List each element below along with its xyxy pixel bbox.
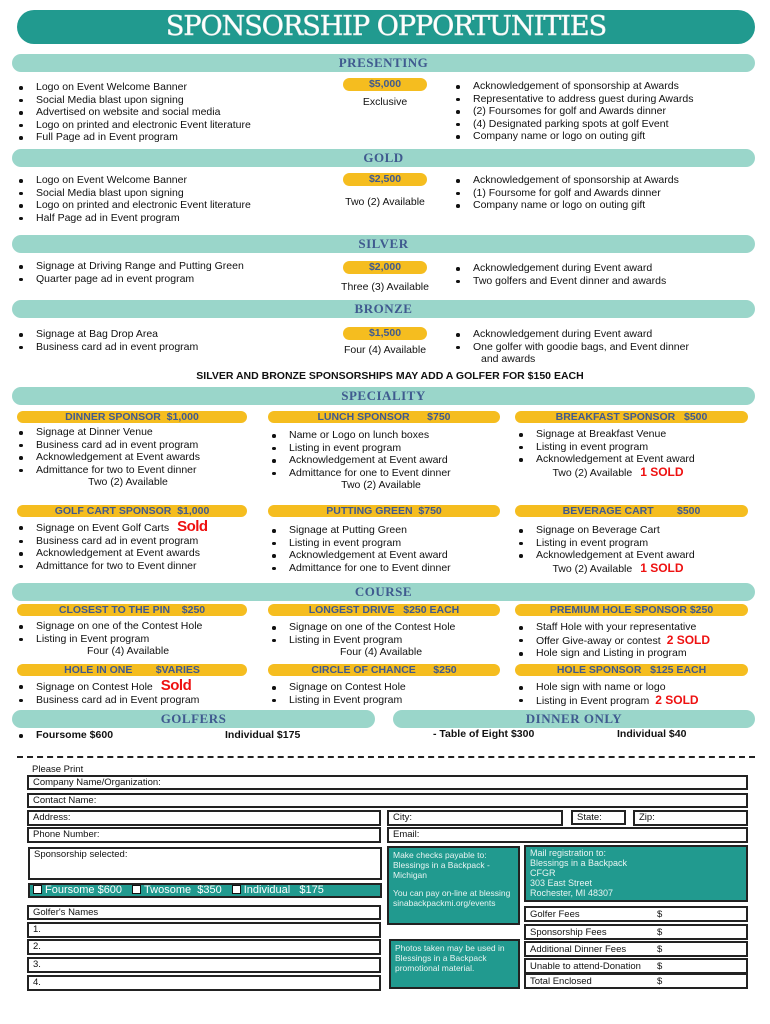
gold-benefits-right-item xyxy=(455,199,755,212)
circle-of-chance-benefits xyxy=(271,681,511,706)
benefit-text: Advertised on website and social media xyxy=(36,106,221,118)
benefit-text: Signage on one of the Contest Hole xyxy=(36,620,203,632)
package-option[interactable] xyxy=(30,884,122,896)
breakfast-sponsor-benefits-item xyxy=(518,441,758,454)
gold-benefits-left-item xyxy=(18,199,318,212)
mail-address-line: 303 East Street xyxy=(530,878,593,888)
golfer-package-options xyxy=(28,883,382,898)
hole-sponsor-benefits-item xyxy=(518,681,758,694)
cut-line xyxy=(17,756,755,758)
benefit-text: Representative to address guest during Awards xyxy=(473,92,694,105)
benefit-text: Logo on printed and electronic Event literature xyxy=(36,118,251,131)
fee-field[interactable] xyxy=(524,958,748,974)
hole-in-one-title: HOLE IN ONE $VARIES xyxy=(17,664,247,676)
benefit-text: Signage on Contest Hole xyxy=(36,681,153,693)
mail-registration-box xyxy=(524,845,748,902)
putting-green-benefits-item xyxy=(271,549,511,562)
bronze-benefits-right xyxy=(455,328,755,365)
bronze-section-header: BRONZE xyxy=(12,300,755,318)
closest-to-the-pin-benefits-item xyxy=(18,633,258,646)
golf-cart-sponsor-title: GOLF CART SPONSOR $1,000 xyxy=(17,505,247,517)
currency-symbol: $ xyxy=(657,976,663,987)
longest-drive-availability-line xyxy=(271,646,511,659)
silver-benefits-right xyxy=(455,262,755,287)
benefit-text: Admittance for two to Event dinner xyxy=(36,463,197,476)
golf-cart-sponsor-benefits-item xyxy=(18,518,258,535)
benefit-text: Business card ad in event program xyxy=(36,438,199,451)
speciality-section-header: SPECIALITY xyxy=(12,387,755,405)
beverage-cart-availability-line xyxy=(518,562,758,576)
presenting-benefits-right-item xyxy=(455,118,755,131)
lunch-sponsor-benefits-item xyxy=(271,442,511,455)
presenting-price-badge: $5,000 xyxy=(343,78,427,91)
closest-to-the-pin-availability-line xyxy=(18,645,258,658)
silver-benefits-left-item xyxy=(18,273,318,286)
benefit-text: Signage at Dinner Venue xyxy=(36,426,153,438)
gold-benefits-left-item xyxy=(18,187,318,200)
sold-badge: 1 SOLD xyxy=(640,560,684,575)
fee-field[interactable] xyxy=(524,906,748,922)
benefit-text: Listing in event program xyxy=(536,536,649,549)
benefit-text: Name or Logo on lunch boxes xyxy=(289,429,430,441)
fee-field[interactable] xyxy=(524,941,748,957)
currency-symbol: $ xyxy=(657,961,663,972)
breakfast-sponsor-availability-line xyxy=(518,466,758,480)
option-label: Individual $175 xyxy=(243,884,324,896)
lunch-sponsor-title: LUNCH SPONSOR $750 xyxy=(268,411,500,423)
golfer-addon-note: SILVER AND BRONZE SPONSORSHIPS MAY ADD A GOLFER FOR $150 EACH xyxy=(196,370,584,382)
page-title: SPONSORSHIP OPPORTUNITIES xyxy=(17,10,755,44)
silver-benefits-left-item xyxy=(18,260,318,273)
benefit-text: Quarter page ad in event program xyxy=(36,272,195,285)
longest-drive-benefits-item xyxy=(271,621,511,634)
presenting-benefits-left-item xyxy=(18,94,318,107)
checkbox[interactable] xyxy=(132,885,141,894)
presenting-benefits-right xyxy=(455,80,755,143)
benefit-text: Staff Hole with your representative xyxy=(536,621,697,633)
circle-of-chance-title: CIRCLE OF CHANCE $250 xyxy=(268,664,500,676)
golfer-name-field-2[interactable]: 2. xyxy=(27,939,381,955)
benefit-text: Signage on Event Golf Carts xyxy=(36,522,170,534)
fee-field[interactable] xyxy=(524,973,748,989)
presenting-benefits-right-item xyxy=(455,80,755,93)
benefit-text: Listing in Event program xyxy=(289,633,403,646)
benefit-text: Admittance for one to Event dinner xyxy=(289,466,451,479)
benefit-text: Acknowledgement at Event awards xyxy=(36,547,201,559)
gold-benefits-right-item xyxy=(455,174,755,187)
sold-badge: 1 SOLD xyxy=(640,464,684,479)
fee-label: Unable to attend-Donation xyxy=(530,961,641,972)
longest-drive-title: LONGEST DRIVE $250 EACH xyxy=(268,604,500,616)
benefit-text: Acknowledgement during Event award xyxy=(473,328,653,340)
bronze-benefits-left-item xyxy=(18,328,318,341)
gold-benefits-right xyxy=(455,174,755,212)
presenting-benefits-left-item xyxy=(18,131,318,144)
option-label: Foursome $600 xyxy=(45,884,123,896)
benefit-text: Logo on printed and electronic Event literature xyxy=(36,199,251,211)
mail-address-line: CFGR xyxy=(530,868,556,878)
golf-cart-sponsor-benefits-item xyxy=(18,547,258,560)
breakfast-sponsor-title: BREAKFAST SPONSOR $500 xyxy=(515,411,748,423)
golfer-name-field-3[interactable]: 3. xyxy=(27,957,381,973)
benefit-text: Listing in event program xyxy=(289,441,402,454)
hole-sponsor-benefits-item xyxy=(518,694,758,708)
presenting-benefits-right-item xyxy=(455,93,755,106)
benefit-text: Acknowledgement of sponsorship at Awards xyxy=(473,80,679,92)
bronze-price-badge: $1,500 xyxy=(343,327,427,340)
putting-green-title: PUTTING GREEN $750 xyxy=(268,505,500,517)
presenting-section-header: PRESENTING xyxy=(12,54,755,72)
benefit-text: Acknowledgement of sponsorship at Awards xyxy=(473,174,679,186)
benefit-text: (2) Foursomes for golf and Awards dinner xyxy=(473,105,666,117)
availability: Two (2) Available xyxy=(552,562,633,575)
benefit-text: Company name or logo on outing gift xyxy=(473,130,646,142)
beverage-cart-benefits xyxy=(518,524,758,575)
silver-benefits-right-item xyxy=(455,262,755,275)
dinner-sponsor-benefits xyxy=(18,426,258,489)
benefit-text: Listing in event program xyxy=(536,440,649,453)
presenting-benefits-right-item xyxy=(455,130,755,143)
golfers-section-header: GOLFERS xyxy=(12,710,375,728)
benefit-text: Social Media blast upon signing xyxy=(36,93,184,106)
benefit-text: Half Page ad in Event program xyxy=(36,211,180,224)
lunch-sponsor-benefits xyxy=(271,429,511,492)
dinner-individual-price: Individual $40 xyxy=(617,728,687,740)
gold-price-badge: $2,500 xyxy=(343,173,427,186)
zip-field[interactable]: Zip: xyxy=(633,810,748,826)
lunch-sponsor-availability-line xyxy=(271,479,511,492)
checks-payable-text: Make checks payable to: Blessings in a Backpack - Michigan xyxy=(393,850,490,880)
longest-drive-benefits xyxy=(271,621,511,659)
online-payment-text: You can pay on-line at blessingsinabackpackmi.org/events xyxy=(393,888,511,908)
benefit-text: Acknowledgement at Event awards xyxy=(36,451,201,463)
premium-hole-sponsor-benefits xyxy=(518,621,758,660)
benefit-text: Signage on Beverage Cart xyxy=(536,524,660,536)
presenting-benefits-left xyxy=(18,81,318,144)
sold-stamp: Sold xyxy=(177,518,208,535)
silver-availability: Three (3) Available xyxy=(341,281,429,293)
fee-label: Total Enclosed xyxy=(530,976,592,987)
company-name-field[interactable]: Company Name/Organization: xyxy=(27,775,748,790)
breakfast-sponsor-benefits xyxy=(518,428,758,479)
bronze-benefits-left xyxy=(18,328,318,353)
gold-section-header: GOLD xyxy=(12,149,755,167)
golfer-name-field-4[interactable]: 4. xyxy=(27,975,381,991)
payment-info-box xyxy=(387,846,520,925)
availability: Two (2) Available xyxy=(552,466,633,479)
benefit-text: Listing in Event program xyxy=(36,632,150,645)
closest-to-the-pin-benefits xyxy=(18,620,258,658)
benefit-text: Acknowledgement at Event award xyxy=(289,454,448,466)
premium-hole-sponsor-benefits-item xyxy=(518,621,758,634)
please-print-label: Please Print xyxy=(32,764,84,775)
benefit-text: Acknowledgement at Event award xyxy=(536,549,695,561)
golfer-name-field-1[interactable]: 1. xyxy=(27,922,381,938)
photo-release-box: Photos taken may be used in Blessings in a Backpack promotional material. xyxy=(389,939,520,989)
mail-address-line: Rochester, MI 48307 xyxy=(530,888,614,898)
golf-cart-sponsor-benefits xyxy=(18,518,258,572)
checkbox[interactable] xyxy=(33,885,42,894)
hole-in-one-benefits-item xyxy=(18,694,258,707)
benefit-text: Signage at Driving Range and Putting Green xyxy=(36,260,244,272)
golfers-foursome-item xyxy=(18,729,218,742)
golfers-foursome-price: Foursome $600 xyxy=(36,729,114,741)
dinner-sponsor-benefits-item xyxy=(18,439,258,452)
benefit-text: Listing in event program xyxy=(289,536,402,549)
contact-name-field[interactable]: Contact Name: xyxy=(27,793,748,808)
availability: Four (4) Available xyxy=(86,645,170,657)
benefit-text: Hole sign with name or logo xyxy=(536,681,666,693)
lunch-sponsor-benefits-item xyxy=(271,454,511,467)
dinner-only-section-header: DINNER ONLY xyxy=(393,710,755,728)
circle-of-chance-benefits-item xyxy=(271,694,511,707)
benefit-text: (1) Foursome for golf and Awards dinner xyxy=(473,186,661,199)
silver-section-header: SILVER xyxy=(12,235,755,253)
golfers-foursome xyxy=(18,729,218,742)
availability: Four (4) Available xyxy=(339,646,423,658)
putting-green-benefits-item xyxy=(271,537,511,550)
benefit-text: Offer Give-away or contest xyxy=(536,634,661,647)
mail-address-line: Mail registration to: xyxy=(530,848,607,858)
hole-sponsor-benefits xyxy=(518,681,758,707)
option-label: Twosome $350 xyxy=(144,884,222,896)
premium-hole-sponsor-benefits-item xyxy=(518,634,758,648)
gold-benefits-right-item xyxy=(455,187,755,200)
benefit-text: Business card ad in Event program xyxy=(36,693,200,706)
benefit-text: Signage at Putting Green xyxy=(289,524,407,536)
benefit-text: Listing in Event program xyxy=(289,693,403,706)
beverage-cart-benefits-item xyxy=(518,537,758,550)
benefit-text: Admittance for two to Event dinner xyxy=(36,559,197,572)
dinner-sponsor-benefits-item xyxy=(18,464,258,477)
benefit-text: Signage on Contest Hole xyxy=(289,681,406,693)
benefit-text: Company name or logo on outing gift xyxy=(473,199,646,211)
address-field[interactable]: Address: xyxy=(27,810,381,826)
presenting-benefits-left-item xyxy=(18,119,318,132)
benefit-text: Logo on Event Welcome Banner xyxy=(36,174,187,186)
closest-to-the-pin-title: CLOSEST TO THE PIN $250 xyxy=(17,604,247,616)
gold-benefits-left-item xyxy=(18,174,318,187)
sponsorship-selected-field[interactable]: Sponsorship selected: xyxy=(28,847,382,880)
silver-price-badge: $2,000 xyxy=(343,261,427,274)
benefit-text: and awards xyxy=(481,353,536,365)
benefit-text: Logo on Event Welcome Banner xyxy=(36,81,187,93)
benefit-text: Full Page ad in Event program xyxy=(36,131,178,143)
silver-benefits-right-item xyxy=(455,275,755,288)
benefit-text: Social Media blast upon signing xyxy=(36,186,184,199)
package-option[interactable] xyxy=(226,884,324,896)
presenting-benefits-left-item xyxy=(18,106,318,119)
beverage-cart-benefits-item xyxy=(518,524,758,537)
gold-availability: Two (2) Available xyxy=(345,196,425,208)
availability: Two (2) Available xyxy=(88,476,168,488)
benefit-text: Hole sign and Listing in program xyxy=(536,647,687,659)
putting-green-benefits-item xyxy=(271,562,511,575)
benefit-text: Signage at Bag Drop Area xyxy=(36,328,159,340)
phone-field[interactable]: Phone Number: xyxy=(27,827,381,843)
beverage-cart-title: BEVERAGE CART $500 xyxy=(515,505,748,517)
dinner-sponsor-availability-line xyxy=(18,476,258,489)
presenting-availability: Exclusive xyxy=(362,96,408,108)
circle-of-chance-benefits-item xyxy=(271,681,511,694)
currency-symbol: $ xyxy=(657,944,663,955)
bronze-availability: Four (4) Available xyxy=(343,344,427,356)
premium-hole-sponsor-benefits-item xyxy=(518,647,758,660)
breakfast-sponsor-benefits-item xyxy=(518,428,758,441)
gold-benefits-left xyxy=(18,174,318,224)
benefit-text: One golfer with goodie bags, and Event dinner xyxy=(473,340,689,353)
lunch-sponsor-benefits-item xyxy=(271,467,511,480)
bronze-benefits-right-item xyxy=(455,353,755,365)
benefit-text: (4) Designated parking spots at golf Event xyxy=(473,117,669,130)
bronze-benefits-left-item xyxy=(18,341,318,354)
dinner-sponsor-benefits-item xyxy=(18,426,258,439)
benefit-text: Acknowledgement at Event award xyxy=(536,453,695,465)
email-field[interactable]: Email: xyxy=(387,827,748,843)
currency-symbol: $ xyxy=(657,909,663,920)
putting-green-benefits xyxy=(271,524,511,574)
dinner-table-price: - Table of Eight $300 xyxy=(433,728,535,740)
mail-address-line: Blessings in a Backpack xyxy=(530,858,628,868)
golfers-individual-price: Individual $175 xyxy=(225,729,301,741)
longest-drive-benefits-item xyxy=(271,634,511,647)
availability: Two (2) Available xyxy=(341,479,421,491)
sold-badge: 2 SOLD xyxy=(666,632,711,647)
dinner-sponsor-benefits-item xyxy=(18,451,258,464)
premium-hole-sponsor-title: PREMIUM HOLE SPONSOR $250 xyxy=(515,604,748,616)
breakfast-sponsor-benefits-item xyxy=(518,453,758,466)
golf-cart-sponsor-benefits-item xyxy=(18,535,258,548)
hole-sponsor-title: HOLE SPONSOR $125 EACH xyxy=(515,664,748,676)
benefit-text: Business card ad in event program xyxy=(36,534,199,547)
bronze-benefits-right-item xyxy=(455,341,755,354)
benefit-text: Business card ad in event program xyxy=(36,340,199,353)
fee-field[interactable] xyxy=(524,924,748,940)
benefit-text: Two golfers and Event dinner and awards xyxy=(473,274,667,287)
state-field[interactable]: State: xyxy=(571,810,626,825)
fee-label: Sponsorship Fees xyxy=(530,927,607,938)
hole-in-one-benefits xyxy=(18,677,258,706)
gold-benefits-left-item xyxy=(18,212,318,225)
putting-green-benefits-item xyxy=(271,524,511,537)
benefit-text: Acknowledgement during Event award xyxy=(473,262,653,274)
presenting-benefits-left-item xyxy=(18,81,318,94)
fee-label: Golfer Fees xyxy=(530,909,580,920)
beverage-cart-benefits-item xyxy=(518,549,758,562)
presenting-benefits-right-item xyxy=(455,105,755,118)
benefit-text: Signage at Breakfast Venue xyxy=(536,428,667,440)
lunch-sponsor-benefits-item xyxy=(271,429,511,442)
package-option[interactable] xyxy=(126,884,222,896)
bronze-benefits-right-item xyxy=(455,328,755,341)
benefit-text: Acknowledgement at Event award xyxy=(289,549,448,561)
golfers-names-label: Golfer's Names xyxy=(27,905,381,920)
golf-cart-sponsor-benefits-item xyxy=(18,560,258,573)
silver-benefits-left xyxy=(18,260,318,285)
closest-to-the-pin-benefits-item xyxy=(18,620,258,633)
currency-symbol: $ xyxy=(657,927,663,938)
city-field[interactable]: City: xyxy=(387,810,563,826)
sold-stamp: Sold xyxy=(160,677,192,694)
fee-label: Additional Dinner Fees xyxy=(530,944,627,955)
sold-badge: 2 SOLD xyxy=(655,692,699,707)
hole-in-one-benefits-item xyxy=(18,677,258,694)
course-section-header: COURSE xyxy=(12,583,755,601)
benefit-text: Listing in Event program xyxy=(536,694,650,707)
benefit-text: Admittance for one to Event dinner xyxy=(289,561,451,574)
dinner-sponsor-title: DINNER SPONSOR $1,000 xyxy=(17,411,247,423)
benefit-text: Signage on one of the Contest Hole xyxy=(289,621,456,633)
checkbox[interactable] xyxy=(232,885,241,894)
